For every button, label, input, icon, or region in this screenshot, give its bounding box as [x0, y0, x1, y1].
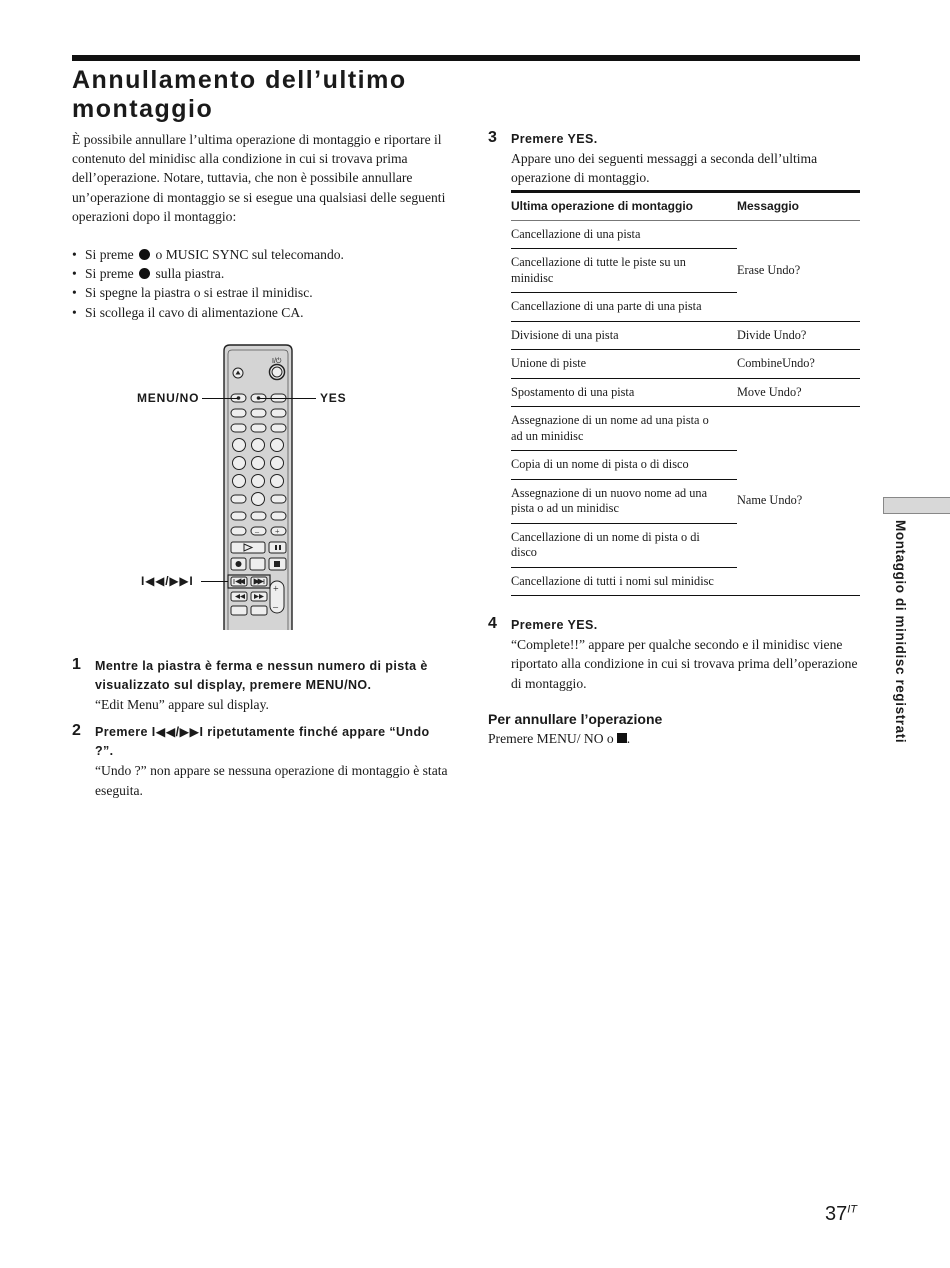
step-heading: Premere I◀◀/▶▶I ripetutamente finché appare “Undo ?”. [95, 725, 430, 759]
section-tab [883, 497, 950, 514]
step-body: Appare uno dei seguenti messaggi a seconda dell’ultima operazione di montaggio. [511, 151, 818, 186]
step-body: “Undo ?” non appare se nessuna operazione di montaggio è stata eseguita. [95, 763, 448, 798]
table-row [511, 321, 860, 350]
step-1 [72, 657, 450, 715]
table-cell: Spostamento di una pista [511, 378, 737, 407]
step-2 [72, 723, 450, 800]
step-heading: Premere YES. [511, 132, 598, 146]
table-row [511, 220, 860, 249]
svg-text:–: – [273, 602, 278, 613]
step-3 [488, 130, 860, 188]
page-number: $37^{IT}$ [825, 1203, 858, 1225]
step-heading: Premere YES. [511, 618, 598, 632]
page-title: Annullamento dell’ultimo montaggio [72, 66, 407, 123]
table-cell: Erase Undo? [737, 262, 801, 277]
cancel-subheading: Per annullare l’operazione [488, 711, 663, 727]
table-cell: Cancellazione di tutte le piste su un minidisc [511, 249, 737, 293]
table-cell: Cancellazione di un nome di pista o di disco [511, 523, 737, 567]
yes-leader-line [258, 398, 316, 399]
table-cell: Copia di un nome di pista o di disco [511, 451, 737, 480]
table-cell: Move Undo? [737, 378, 860, 407]
step-body: “Edit Menu” appare sul display. [95, 697, 269, 713]
svg-text:+: + [275, 527, 280, 536]
table-cell: Unione di piste [511, 350, 737, 379]
skip-leader-line [201, 581, 228, 582]
svg-text:I/⏻: I/⏻ [272, 358, 282, 365]
table-cell: Cancellazione di una pista [511, 226, 641, 241]
bullet-item: • Si spegne la piastra o si estrae il minidisc. [72, 283, 450, 302]
record-dot-icon [139, 268, 150, 279]
step-number: 3 [488, 129, 497, 146]
table-cell: Assegnazione di un nome ad una pista o ad un minidisc [511, 407, 737, 451]
menu-no-leader-line [202, 398, 238, 399]
svg-text:–: – [255, 527, 259, 536]
svg-text:+: + [273, 584, 279, 595]
stop-square-icon [617, 733, 627, 743]
table-cell: Divisione di una pista [511, 321, 737, 350]
bullet-list [72, 245, 450, 322]
column-header: Ultima operazione di montaggio [511, 192, 737, 221]
bullet-item: • Si preme o MUSIC SYNC sul telecomando. [72, 245, 450, 264]
table-cell: Cancellazione di una parte di una pista [511, 293, 737, 322]
cancel-instructions: Premere MENU/ NO o . [488, 731, 631, 746]
table-cell: Cancellazione di tutti i nomi sul minidisc [511, 567, 737, 596]
intro-paragraph: È possibile annullare l’ultima operazione di montaggio e riportare il contenuto del minidisc alla condizione in cui si trovava prima dell’operazione. Notare, tuttavia, che non è possibile annullare un’operazione di montaggio se si esegue una qualsiasi delle seguenti operazioni dopo il montaggio: [72, 132, 446, 224]
section-tab-label: Montaggio di minidisc registrati [893, 520, 908, 744]
skip-buttons-label: I◀◀/▶▶I [141, 574, 194, 588]
table-row [511, 350, 860, 379]
table-cell: Name Undo? [737, 407, 860, 596]
bullet-item: • Si preme sulla piastra. [72, 264, 450, 283]
step-body: “Complete!!” appare per qualche secondo e il minidisc viene riportato alla condizione in cui si trovava prima dell’operazione di montaggio. [511, 637, 858, 691]
yes-label: YES [320, 391, 347, 405]
menu-no-label: MENU/NO [137, 391, 200, 405]
step-number: 1 [72, 656, 81, 673]
record-dot-icon [139, 249, 150, 260]
remote-control-illustration [222, 343, 294, 630]
table-cell: CombineUndo? [737, 350, 860, 379]
table-cell: Assegnazione di un nuovo nome ad una pista o ad un minidisc [511, 479, 737, 523]
table-cell: Divide Undo? [737, 321, 860, 350]
column-header: Messaggio [737, 192, 860, 221]
header-rule [72, 55, 860, 61]
step-number: 4 [488, 615, 497, 632]
table-row [511, 407, 860, 451]
bullet-item: • Si scollega il cavo di alimentazione CA. [72, 303, 450, 322]
table-row [511, 378, 860, 407]
step-heading: Mentre la piastra è ferma e nessun numero di pista è visualizzato sul display, premere MENU/NO. [95, 659, 428, 693]
step-4 [488, 616, 860, 693]
step-number: 2 [72, 722, 81, 739]
undo-messages-table [511, 190, 860, 596]
